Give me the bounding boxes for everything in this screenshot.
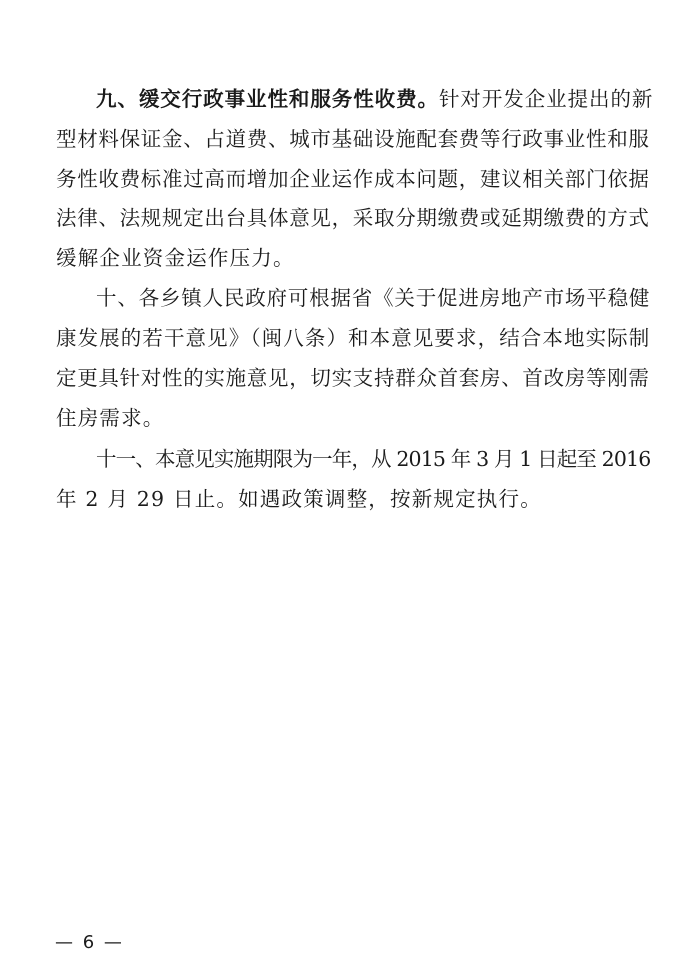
paragraph-9-line-1 bbox=[96, 86, 653, 112]
paragraph-9-line-2: 型材料保证金、占道费、城市基础设施配套费等行政事业性和服 bbox=[56, 127, 650, 151]
paragraph-10-line-1: 十、各乡镇人民政府可根据省《关于促进房地产市场平稳健 bbox=[96, 286, 651, 310]
paragraph-9-text: 针对开发企业提出的新 bbox=[439, 87, 654, 111]
paragraph-9-line-4: 法律、法规规定出台具体意见，采取分期缴费或延期缴费的方式 bbox=[56, 206, 650, 230]
paragraph-9-line-5: 缓解企业资金运作压力。 bbox=[56, 246, 295, 270]
paragraph-10-line-4: 住房需求。 bbox=[56, 406, 165, 430]
paragraph-11-line-2: 年 2 月 29 日止。如遇政策调整，按新规定执行。 bbox=[56, 487, 542, 511]
paragraph-10-line-3: 定更具针对性的实施意见，切实支持群众首套房、首改房等刚需 bbox=[56, 366, 650, 390]
paragraph-9-line-3: 务性收费标准过高而增加企业运作成本问题，建议相关部门依据 bbox=[56, 167, 650, 191]
page-number: — 6 — bbox=[55, 932, 124, 953]
paragraph-10-line-2: 康发展的若干意见》（闽八条）和本意见要求，结合本地实际制 bbox=[56, 326, 651, 350]
paragraph-9-heading: 九、缓交行政事业性和服务性收费。 bbox=[96, 87, 439, 111]
paragraph-11-line-1: 十一、本意见实施期限为一年，从 2015 年 3 月 1 日起至 2016 bbox=[96, 447, 651, 471]
